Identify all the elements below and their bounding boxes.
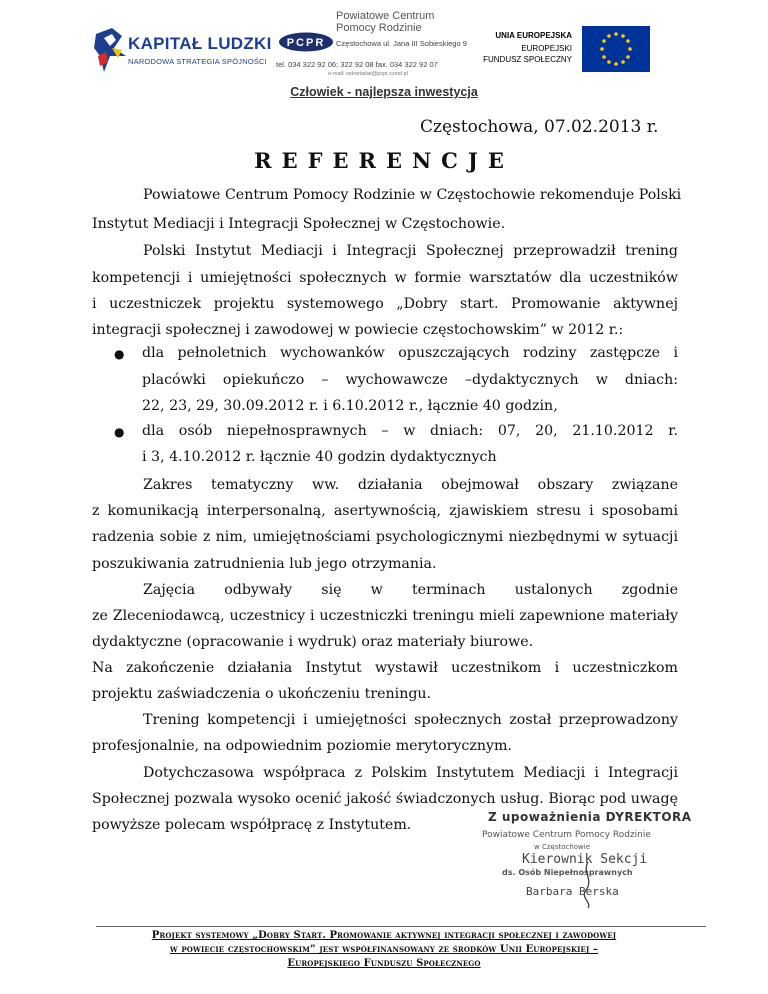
bullet1-line1: dla pełnoletnich wychowanków opuszczających rodziny zastępcze i — [142, 345, 678, 361]
p2-line3: i uczestniczek projektu systemowego „Dobry start. Promowanie aktywnej — [92, 296, 678, 312]
bullet1-line3: 22, 23, 29, 30.09.2012 r. i 6.10.2012 r., łącznie 40 godzin, — [142, 398, 558, 414]
stamp-line3: w Częstochowie — [534, 843, 591, 851]
eu-flag-icon — [582, 26, 650, 72]
kapital-ludzki-logo — [92, 22, 272, 86]
motto-text: Człowiek - najlepsza inwestycja — [290, 85, 478, 99]
p4-line3: dydaktyczne (opracowanie i wydruk) oraz materiały biurowe. — [92, 634, 534, 650]
p5-line2: projektu zaświadczenia o ukończeniu treningu. — [92, 686, 432, 702]
document-title: REFERENCJE — [254, 148, 514, 173]
p7-line3: powyższe polecam współpracę z Instytutem. — [92, 817, 412, 833]
pcpr-email: e-mail: sekretariat@pcpr.czest.pl — [328, 71, 408, 77]
bullet-icon: ● — [114, 425, 125, 439]
stamp-line1: Z upoważnienia DYREKTORA — [488, 810, 692, 824]
p1-line1: Powiatowe Centrum Pomocy Rodzinie w Częstochowie rekomenduje Polski — [143, 187, 682, 203]
kapital-ludzki-title: KAPITAŁ LUDZKI — [128, 34, 272, 53]
p1-line2: Instytut Mediacji i Integracji Społecznej w Częstochowie. — [92, 216, 506, 232]
kapital-ludzki-star-icon — [92, 26, 128, 76]
p3-line3: radzenia sobie z nim, umiejętnościami psychologicznymi niezbędnymi w sytuacji — [92, 529, 678, 545]
pcpr-logo-text: PCPR — [286, 37, 326, 49]
eu-line1: UNIA EUROPEJSKA — [495, 31, 572, 40]
pcpr-name-line2: Pomocy Rodzinie — [336, 22, 422, 34]
pcpr-logo-icon — [278, 32, 334, 52]
stamp-line4: Kierownik Sekcji — [522, 852, 648, 867]
p3-line2: z komunikacją interpersonalną, asertywnością, zjawiskiem stresu i sposobami — [92, 503, 678, 519]
footer-line3: Europejskiego Funduszu Społecznego — [287, 958, 481, 969]
stamp-line5: ds. Osób Niepełnosprawnych — [502, 868, 633, 877]
official-stamp — [478, 810, 708, 910]
eu-line3: FUNDUSZ SPOŁECZNY — [483, 55, 572, 64]
p4-line1: Zajęcia odbywały się w terminach ustalonych zgodnie — [143, 582, 678, 598]
bullet-icon: ● — [114, 347, 125, 361]
eu-line2: EUROPEJSKI — [521, 44, 572, 53]
p4-line2: ze Zleceniodawcą, uczestnicy i uczestniczki treningu mieli zapewnione materiały — [92, 608, 678, 624]
pcpr-name-line1: Powiatowe Centrum — [336, 10, 435, 22]
p3-line4: poszukiwania zatrudnienia lub jego otrzymania. — [92, 556, 437, 572]
bullet1-line2: placówki opiekuńczo – wychowawcze –dydaktycznych w dniach: — [142, 372, 678, 388]
pcpr-address: Częstochowa ul. Jana III Sobieskiego 9 — [336, 39, 467, 48]
p2-line2: kompetencji i umiejętności społecznych w formie warsztatów dla uczestników — [92, 270, 678, 286]
p5-line1: Na zakończenie działania Instytut wystawił uczestnikom i uczestniczkom — [92, 660, 678, 676]
handwritten-signature — [568, 860, 608, 910]
bullet2-line2: i 3, 4.10.2012 r. łącznie 40 godzin dydaktycznych — [142, 449, 497, 465]
p7-line1: Dotychczasowa współpraca z Polskim Instytutem Mediacji i Integracji — [143, 765, 678, 781]
footer-divider — [96, 926, 706, 927]
document-date: Częstochowa, 07.02.2013 r. — [420, 117, 659, 137]
p2-line1: Polski Instytut Mediacji i Integracji Społecznej przeprowadził trening — [143, 243, 678, 259]
p7-line2: Społecznej pozwala wysoko ocenić jakość świadczonych usług. Biorąc pod uwagę — [92, 791, 678, 807]
footer-line1: Projekt systemowy „Dobry Start. Promowanie aktywnej integracji społecznej i zawodowej — [151, 930, 617, 941]
pcpr-phone: tel. 034 322 92 06; 322 92 08 fax. 034 322 92 07 — [276, 60, 438, 69]
stamp-line2: Powiatowe Centrum Pomocy Rodzinie — [482, 830, 651, 840]
footer-line2: w powiecie częstochowskim” jest współfinansowany ze środków Unii Europejskiej – — [169, 944, 599, 955]
p6-line1: Trening kompetencji i umiejętności społecznych został przeprowadzony — [143, 712, 678, 728]
stamp-signatory: Barbara Berska — [526, 885, 619, 898]
eu-logo-block — [483, 26, 658, 86]
letterhead — [0, 0, 768, 120]
bullet2-line1: dla osób niepełnosprawnych – w dniach: 07, 20, 21.10.2012 r. — [142, 423, 678, 439]
p3-line1: Zakres tematyczny ww. działania obejmował obszary związane — [143, 477, 678, 493]
p2-line4: integracji społecznej i zawodowej w powiecie częstochowskim” w 2012 r.: — [92, 322, 624, 338]
p6-line2: profesjonalnie, na odpowiednim poziomie merytorycznym. — [92, 738, 512, 754]
motto — [0, 85, 768, 99]
kapital-ludzki-subtitle: NARODOWA STRATEGIA SPÓJNOŚCI — [128, 57, 267, 66]
